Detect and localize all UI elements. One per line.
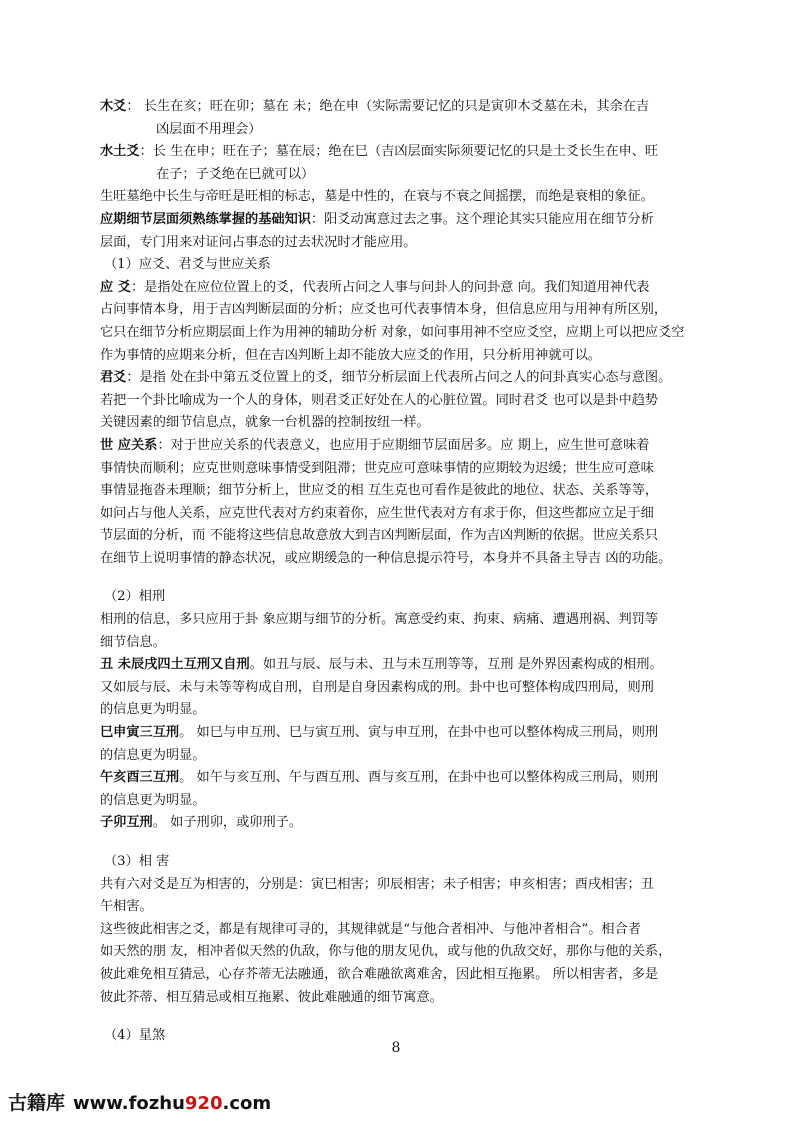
shiying-line-1: 世 应关系：对于世应关系的代表意义，也应用于应期细节层面居多。应 期上，应生世可意味着: [100, 437, 650, 453]
xiangxing-line-1: 相刑的信息，多只应用于卦 象应期与细节的分析。寓意受约束、拘束、病痛、遭遇刑祸、判罚等: [100, 612, 659, 628]
yingqi-line-1: 应期细节层面须熟练掌握的基础知识：阳爻动寓意过去之事。这个理论其实只能应用在细节分析: [100, 211, 654, 227]
hai2-line-3: 彼此难免相互猜忌，心存芥蒂无法融通，欲合难融欲离难舍，因此相互拖累。 所以相害者，多是: [100, 966, 659, 982]
site-url-number: 920: [184, 1093, 223, 1114]
chou-line-2: 又如辰与辰、未与未等等构成自刑，自刑是自身因素构成的刑。卦中也可整体构成四刑局，则刑: [100, 679, 654, 695]
shui-tu-yao-line-2: 在子；子爻绝在巳就可以）: [156, 166, 315, 182]
section-3-title: （3）相 害: [104, 854, 170, 869]
ying-line-1: 应 爻：是指处在应位位置上的爻，代表所占问之人事与问卦人的问卦意 向。我们知道用神代表: [100, 279, 650, 295]
xiangxing-line-2: 细节信息。: [100, 634, 166, 650]
hai2-line-1: 这些彼此相害之爻，都是有规律可寻的，其规律就是“与他合者相冲、与他冲者相合”。相合者: [100, 921, 641, 937]
zi-head: 子卯互刑: [100, 815, 153, 831]
wu-head: 午亥酉三互刑: [100, 770, 180, 786]
si-head: 巳申寅三互刑: [100, 725, 180, 741]
section-4-title: （4）星煞: [104, 1028, 166, 1044]
jun-head: 君爻: [100, 370, 127, 386]
hai2-line-2: 如天然的朋 友，相冲者似天然的仇敌，你与他的朋友见仇，或与他的仇敌交好，那你与他的关系，: [100, 944, 672, 960]
shiying-line-3: 事情显拖沓未理顺；细节分析上，世应爻的相 互生克也可看作是彼此的地位、状态、关系等等，: [100, 483, 659, 499]
ying-line-2: 占问事情本身，用于吉凶判断层面的分析；应爻也可代表事情本身，但信息应用与用神有所区别，: [100, 302, 668, 318]
chou-line-3: 的信息更为明显。: [100, 702, 206, 718]
wu-yao-line-2: 凶层面不用理会）: [156, 121, 262, 137]
site-url-prefix: www.fozhu: [73, 1093, 185, 1114]
hai1-line-2: 午相害。: [100, 899, 153, 915]
jun-line-3: 关键因素的细节信息点，就象一台机器的控制按纽一样。: [100, 415, 430, 431]
ying-line-4: 作为事情的应期来分析，但在吉凶判断上却不能放大应爻的作用，只分析用神就可以。: [100, 347, 602, 363]
jun-line-2: 若把一个卦比喻成为一个人的身体，则君爻正好处在人的心脏位置。同时君爻 也可以是卦中趋势: [100, 392, 659, 408]
hai1-line-1: 共有六对爻是互为相害的，分别是：寅巳相害；卯辰相害；未子相害；申亥相害；酉戌相害；丑: [100, 876, 654, 892]
wu-line-2: 的信息更为明显。: [100, 792, 206, 808]
hai2-line-4: 彼此芥蒂、相互猜忌或相互拖累、彼此难融通的细节寓意。: [100, 989, 443, 1005]
shiying-line-5: 节层面的分析，而 不能将这些信息故意放大到吉凶判断层面，作为吉凶判断的依据。世应关系只: [100, 528, 659, 544]
ying-head: 应 爻: [100, 279, 131, 295]
shui-tu-yao-head: 水土爻: [100, 144, 140, 160]
si-line-1: 巳申寅三互刑。 如巳与申互刑、巳与寅互刑、寅与申互刑，在卦中也可以整体构成三刑局，则刑: [100, 725, 659, 741]
spacer: [100, 835, 700, 851]
section-1-title: （1）应爻、君爻与世应关系: [104, 257, 271, 273]
jun-line-1: 君爻：是指 处在卦中第五爻位置上的爻，细节分析层面上代表所占问之人的问卦真实心态与意图。: [100, 370, 672, 386]
chou-head: 丑 未辰戌四土互刑又自刑: [100, 657, 250, 673]
spacer: [100, 1009, 700, 1025]
shiying-head: 世 应关系: [100, 437, 158, 453]
document-body: [100, 96, 700, 1048]
wu-yao-line-1: 木爻： 长生在亥；旺在卯；墓在 未；绝在申（实际需要记忆的只是寅卯木爻墓在未，其余在吉: [100, 99, 650, 114]
zi-line-1: 子卯互刑。 如子刑卯，或卯刑子。: [100, 815, 303, 831]
site-name: 古籍库: [8, 1092, 66, 1114]
chou-line-1: 丑 未辰戌四土互刑又自刑。如丑与辰、辰与未、丑与未互刑等等，互刑 是外界因素构成的相刑。: [100, 657, 663, 673]
shiying-line-2: 事情快而顺利；应克世则意味事情受到阻滞；世克应可意味事情的应期较为迟缓；世生应可意味: [100, 460, 654, 476]
wu-line-1: 午亥酉三互刑。 如午与亥互刑、午与酉互刑、酉与亥互刑，在卦中也可以整体构成三刑局，则刑: [100, 770, 659, 786]
shui-tu-yao-line-1: 水土爻：长 生在申；旺在子；墓在辰；绝在巳（吉凶层面实际须要记忆的只是土爻长生在申、旺: [100, 144, 659, 160]
yingqi-line-2: 层面，专门用来对证问占事态的过去状况时才能应用。: [100, 234, 417, 250]
shiying-line-4: 如问占与他人关系，应克世代表对方约束着你，应生世代表对方有求于你，但这些都应立足于细: [100, 505, 654, 521]
shengwang-paragraph: 生旺墓绝中长生与帝旺是旺相的标志，墓是中性的，在衰与不衰之间摇摆，而绝是衰相的象征。: [100, 189, 654, 205]
site-url-suffix: .com: [222, 1093, 272, 1114]
footer-watermark: [8, 1088, 271, 1115]
ying-line-3: 它只在细节分析应期层面上作为用神的辅助分析 对象，如问事用神不空应爻空，应期上可以把应爻空: [100, 324, 685, 340]
wu-yao-head: 木爻: [100, 99, 127, 114]
si-line-2: 的信息更为明显。: [100, 747, 206, 763]
yingqi-head: 应期细节层面须熟练掌握的基础知识: [100, 211, 311, 227]
section-2-title: （2）相刑: [104, 589, 166, 605]
shiying-line-6: 在细节上说明事情的静态状况，或应期缓急的一种信息提示符号，本身并不具备主导吉 凶的功能。: [100, 550, 672, 566]
spacer: [100, 570, 700, 586]
page-number: 8: [391, 1040, 401, 1056]
